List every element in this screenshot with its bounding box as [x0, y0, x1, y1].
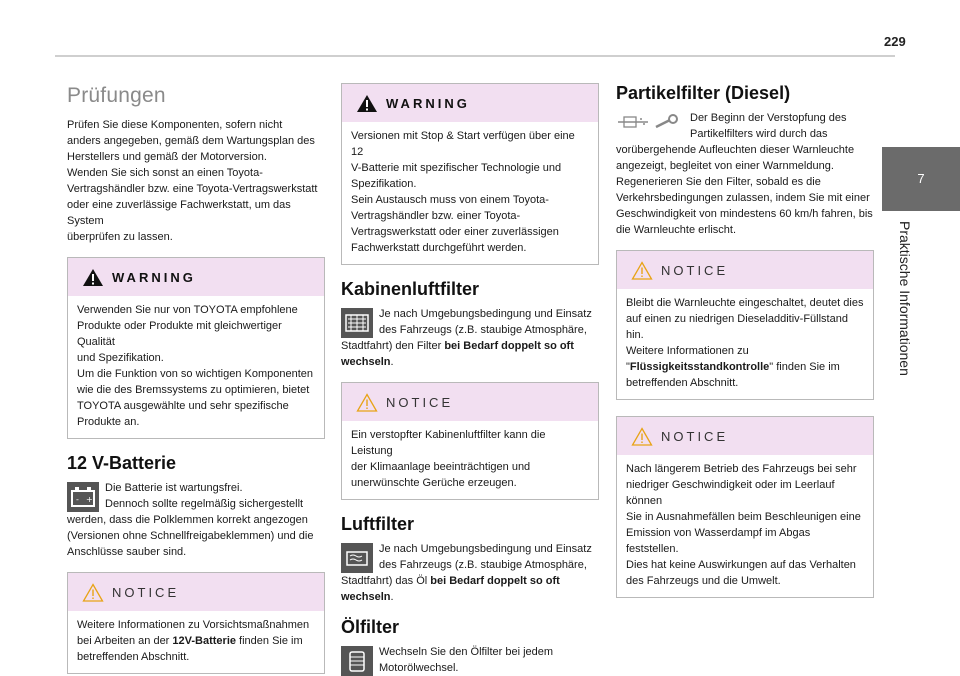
column-1 — [67, 75, 325, 674]
notice-triangle-icon — [82, 583, 104, 602]
air-filter-paragraph: Je nach Umgebungsbedingung und Einsatz des Fahrzeugs (z.B. staubige Atmosphäre, Stadtfahrt) das Öl bei Bedarf doppelt so oft wechseln. — [341, 543, 592, 603]
column-2 — [341, 83, 599, 676]
section-heading-cabin-filter: Kabinenluftfilter — [341, 279, 479, 299]
notice-triangle-icon — [631, 427, 653, 446]
notice-title: NOTICE — [112, 585, 180, 600]
particle-filter-icon — [616, 112, 650, 132]
chapter-title: Praktische Informationen — [897, 221, 913, 376]
notice-title: NOTICE — [386, 395, 454, 410]
battery-icon — [67, 482, 99, 512]
warning-title: WARNING — [386, 96, 470, 111]
section-heading-particle-filter: Partikelfilter (Diesel) — [616, 83, 791, 103]
notice-text: Ein verstopfter Kabinenluftfilter kann die Leistung der Klimaanlage beeinträchtigen und unerwünschte Gerüche erzeugen. — [351, 429, 546, 489]
section-heading-pruefungen: Prüfungen — [67, 84, 166, 107]
chapter-tab: 7 — [882, 147, 960, 211]
notice-box — [67, 572, 325, 674]
notice-triangle-icon — [631, 261, 653, 280]
notice-title: NOTICE — [661, 263, 729, 278]
warning-title: WARNING — [112, 270, 196, 285]
notice-text: Weitere Informationen zu Vorsichtsmaßnahmen bei Arbeiten an der 12V-Batterie finden Sie im betreffenden Abschnitt. — [77, 619, 310, 663]
chapter-side-label — [888, 216, 918, 386]
battery-paragraph: - + Die Batterie ist wartungsfrei. Dennoch sollte regelmäßig sichergestellt werden, dass die Polklemmen korrekt angezogen (Versionen ohne Schnellfreigabeklemmen) und die Anschlüsse sauber sind. — [67, 482, 314, 558]
wrench-icon — [653, 112, 683, 132]
svg-text:-: - — [76, 495, 79, 504]
air-filter-icon — [341, 543, 373, 573]
intro-paragraph: Prüfen Sie diese Komponenten, sofern nicht anders angegeben, gemäß dem Wartungsplan des Herstellers und gemäß der Motorversion. Wenden Sie sich sonst an einen Toyota- Vertragshändler bzw. eine Toyota-Vertragswerkstatt oder eine zuverlässige Fachwerkstatt, um das System überprüfen zu lassen. — [67, 119, 318, 243]
notice-box — [616, 416, 874, 598]
notice-title: NOTICE — [661, 429, 729, 444]
warning-box — [341, 83, 599, 265]
notice-triangle-icon — [356, 393, 378, 412]
warning-triangle-icon — [82, 268, 104, 287]
section-heading-battery: 12 V-Batterie — [67, 453, 177, 473]
oil-filter-paragraph: Wechseln Sie den Ölfilter bei jedem Motorölwechsel. — [341, 644, 599, 676]
notice-text: Bleibt die Warnleuchte eingeschaltet, deutet dies auf einen zu niedrigen Dieseladditiv-Füllstand hin. Weitere Informationen zu "Flüssigkeitsstandkontrolle" finden Sie im betreffenden Abschnitt. — [626, 297, 864, 389]
particle-filter-paragraph: Der Beginn der Verstopfung des Partikelfilters wird durch das vorübergehende Aufleuchten dieser Warnleuchte angezeigt, begleitet von einer Warnmeldung. Regenerieren Sie den Filter, sobald es die Verkehrsbedingungen zulassen, indem Sie mit einer Geschwindigkeit von mindestens 60 km/h fahren, bis die Warnleuchte erlischt. — [616, 112, 873, 236]
column-3 — [616, 83, 874, 598]
warning-triangle-icon — [356, 94, 378, 113]
top-rule — [55, 55, 895, 57]
section-heading-air-filter: Luftfilter — [341, 514, 414, 534]
warning-box — [67, 257, 325, 439]
notice-box — [616, 250, 874, 400]
cabin-filter-icon — [341, 308, 373, 338]
page-number: 229 — [884, 34, 906, 49]
svg-text:+: + — [86, 495, 93, 504]
oil-filter-icon — [341, 646, 373, 676]
section-heading-oil-filter: Ölfilter — [341, 617, 400, 637]
notice-box — [341, 382, 599, 500]
warning-text: Versionen mit Stop & Start verfügen über eine 12 V-Batterie mit spezifischer Technologie und Spezifikation. Sein Austausch muss von einem Toyota- Vertragshändler bzw. einer Toyota- Vertragswerkstatt oder einer zuverlässigen Fachwerkstatt durchgeführt werden. — [351, 130, 575, 254]
cabin-filter-paragraph: Je nach Umgebungsbedingung und Einsatz des Fahrzeugs (z.B. staubige Atmosphäre, Stadtfahrt) den Filter bei Bedarf doppelt so oft wechseln. — [341, 308, 592, 368]
warning-text: Verwenden Sie nur von TOYOTA empfohlene Produkte oder Produkte mit gleichwertiger Qualität und Spezifikation. Um die Funktion von so wichtigen Komponenten wie die des Bremssystems zu optimieren, bietet TOYOTA ausgewählte und sehr spezifische Produkte an. — [77, 304, 314, 428]
notice-text: Nach längerem Betrieb des Fahrzeugs bei sehr niedriger Geschwindigkeit oder im Leerlauf können Sie in Ausnahmefällen beim Beschleunigen eine Emission von Wasserdampf im Abgas feststellen. Dies hat keine Auswirkungen auf das Verhalten des Fahrzeugs und die Umwelt. — [626, 463, 861, 587]
